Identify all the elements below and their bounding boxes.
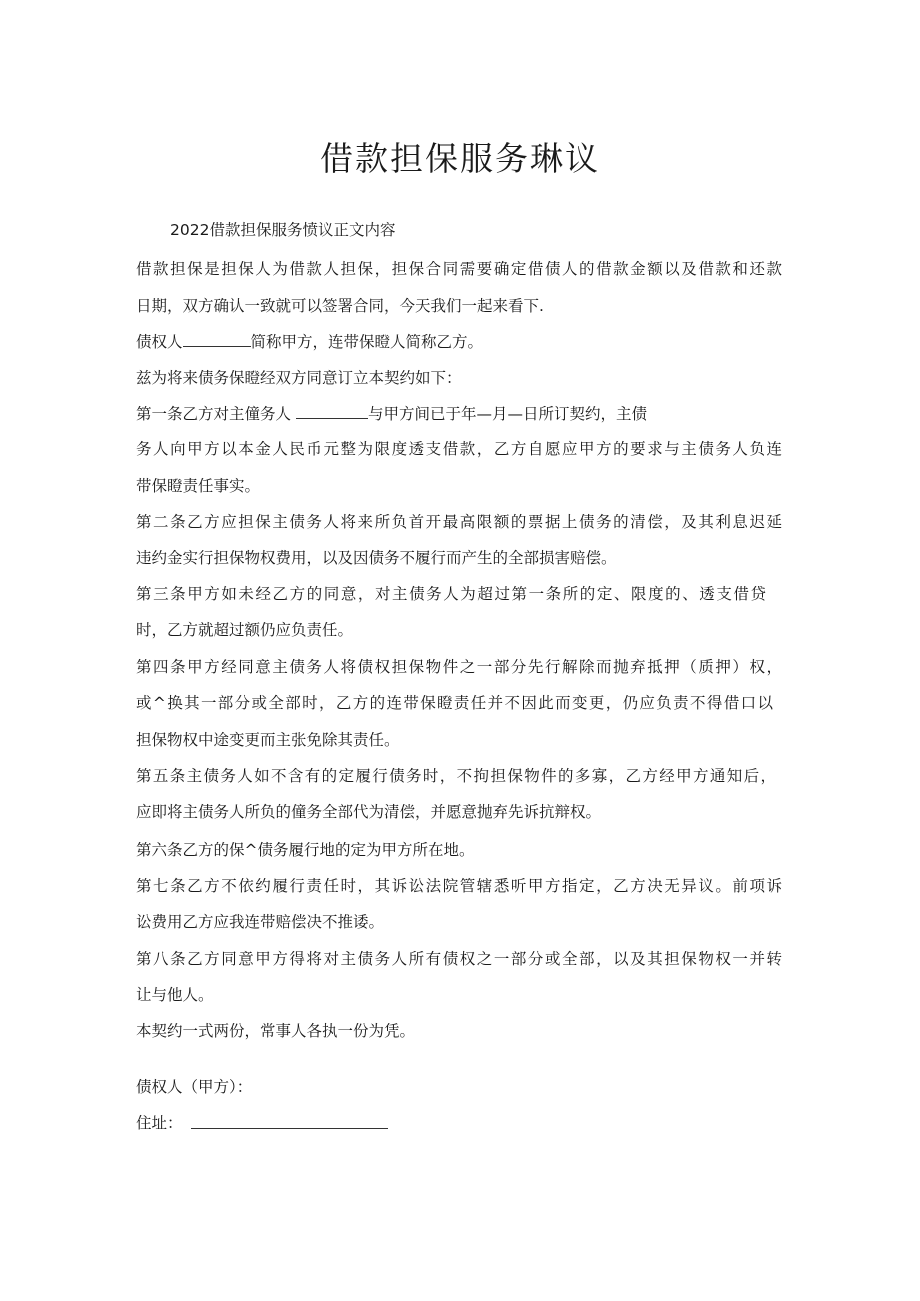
article-1-part-b: 与甲方间已于年—月—日所订契约，主债 [367,405,647,423]
intro-line-2: 日期，双方确认一致就可以签署合同，今天我们一起来看下. [136,297,544,315]
article-8-line-1: 第八条乙方同意甲方得将对主债务人所有债权之一部分或全部，以及其担保物权一并转 [136,950,782,968]
article-5-line-2: 应即将主债务人所负的僮务全部代为清偿，并愿意抛弃先诉抗辩权。 [136,803,602,821]
article-1-part-a: 第一条乙方对主僮务人 [136,405,292,423]
creditor-blank [183,332,251,347]
article-7-line-2: 讼费用乙方应我连带赔偿决不推诿。 [136,913,385,931]
address-blank [191,1128,388,1129]
article-1-line-3: 带保瞪责任事实。 [136,477,261,495]
address-label: 住址： [136,1114,183,1132]
article-4-line-2: 或^换其一部分或全部时，乙方的连带保瞪责任并不因此而变更，仍应负责不得借口以 [136,694,773,712]
article-8-line-2: 让与他人。 [136,986,214,1004]
intro-line-1: 借款担保是担保人为借款人担保，担保合同需要确定借债人的借款金额以及借款和还款 [136,260,782,278]
document-subtitle: 2022借款担保服务愤议正文内容 [170,221,396,239]
parties-definition: 简称甲方，连带保瞪人简称乙方。 [250,333,484,351]
article-2-line-1: 第二条乙方应担保主债务人将来所负首开最高限额的票据上债务的清偿，及其利息迟延 [136,513,782,531]
article-2-line-2: 违约金实行担保物权费用，以及因债务不履行而产生的全部损害赔偿。 [136,549,617,567]
document-title: 借款担保服务琳议 [320,139,600,178]
article-1-line-1 [136,404,647,424]
closing-line: 本契约一式两份，常事人各执一份为凭。 [136,1022,416,1040]
parties-line [136,332,483,352]
article-3-line-2: 时，乙方就超过额仍应负责任。 [136,621,354,639]
creditor-term: 债权人 [136,333,183,351]
creditor-signature-label: 债权人（甲方）： [136,1078,253,1096]
article-3-line-1: 第三条甲方如未经乙方的同意，对主债务人为超过第一条所的定、限度的、透支借贷 [136,585,766,603]
article-6-line-1: 第六条乙方的保^债务履行地的定为甲方所在地。 [136,841,475,859]
article-7-line-1: 第七条乙方不依约履行责任时，其诉讼法院管辖悉听甲方指定，乙方决无异议。前项诉 [136,877,782,895]
article-4-line-3: 担保物权中途变更而主张免除其责任。 [136,731,400,749]
preamble-line: 兹为将来债务保瞪经双方同意订立本契约如下： [136,369,462,387]
article-4-line-1: 第四条甲方经同意主债务人将债权担保物件之一部分先行解除而抛弃抵押（质押）权， [136,658,782,676]
article-5-line-1: 第五条主债务人如不含有的定履行债务时，不拘担保物件的多寡，乙方经甲方通知后， [136,767,776,785]
article-1-line-2: 务人向甲方以本金人民币元整为限度透支借款，乙方自愿应甲方的要求与主债务人负连 [136,440,782,458]
debtor-blank [296,404,368,419]
